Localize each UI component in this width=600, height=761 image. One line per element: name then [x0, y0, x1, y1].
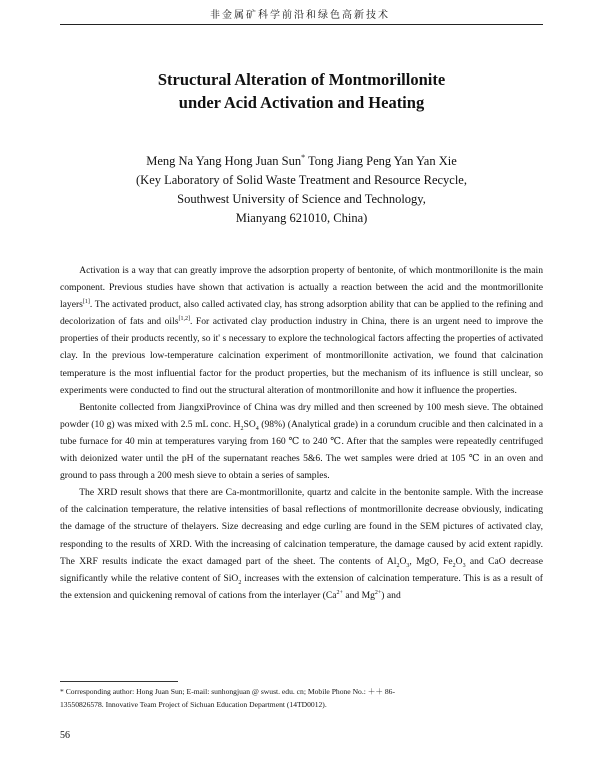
p2-text-a: Bentonite collected from JiangxiProvince of China was dry milled and then screened by 100 mesh sieve. The obtained powder (10 g) was mixed with 2.5 mL conc. H [60, 401, 543, 430]
p3-sub-5: 2 [238, 579, 242, 586]
p3-text-e: and CaO decrease significantly while the relative content of SiO [60, 555, 543, 584]
footnote-rule [60, 681, 178, 682]
author-block [60, 148, 543, 228]
page-number: 56 [60, 730, 70, 741]
citation-1-2: [1,2] [178, 316, 190, 323]
footnote [60, 686, 543, 711]
footnote-text-a: Corresponding author: Hong Juan Sun; E-mail: sunhongjuan @ swust. edu. cn; Mobile Phone No.: ＋＋ 86- [63, 687, 395, 696]
p3-text-b: O [399, 555, 407, 567]
affiliation-line-1: (Key Laboratory of Solid Waste Treatment and Resource Recycle, [136, 173, 467, 188]
p3-sub-1: 2 [396, 562, 400, 569]
p3-text-c: , MgO, Fe [409, 555, 453, 567]
title-line-1: Structural Alteration of Montmorillonite [157, 70, 446, 89]
affiliation-line-2: Southwest University of Science and Technology, [177, 192, 426, 207]
p1-text-a: Activation is a way that can greatly improve the adsorption property of bentonite, of which montmorillonite is the main component. Previous studies have shown that activation is actually a reaction between the acid and the montmorillonite layers [60, 265, 543, 311]
header-rule [60, 24, 543, 25]
p3-sub-2: 3 [406, 562, 410, 569]
footnote-line-1 [60, 686, 543, 699]
running-header: 非金属矿科学前沿和绿色高新技术 [210, 10, 390, 21]
p3-text-f: increases with the extension of calcination temperature. This is as a result of the extension and quickening removal of cations from the interlayer (Ca [60, 572, 543, 601]
p3-text-g: and Mg [342, 589, 375, 601]
paragraph-1 [60, 262, 543, 399]
p1-text-c: . For activated clay production industry in China, there is an urgent need to improve the properties of their products recently, so it' s necessary to explore the technological factors affecting the properties of activated clay. In the previous low-temperature calcination experiment of montmorillonite activation, we found that calcination temperature is the most influential factor for the product properties, but the mechanism of its influence is still unclear, so experiments were conducted to find out the structural alteration of montmorillonite and how it influence the properties. [60, 316, 543, 396]
p3-sup-2: 2+ [374, 589, 382, 596]
p3-sub-4: 3 [462, 562, 466, 569]
p3-text-a: The XRD result shows that there are Ca-montmorillonite, quartz and calcite in the bentonite sample. With the increase of the calcination temperature, the relative intensities of basal reflections of montmorillonite decrease obviously, indicating the damage of the structure of thelayers. Size decreasing and edge curling are found in the SEM pictures of activated clay, responding to the results of XRD. With the increasing of calcination temperature, the damage caused by acid extent rapidly. The XRF results indicate the exact damaged part of the sheet. The contents of Al [60, 487, 543, 567]
author-list [60, 148, 543, 171]
footnote-mark: * [60, 687, 64, 696]
p2-sub-2: 4 [255, 425, 259, 432]
paragraph-3 [60, 484, 543, 604]
paragraph-2 [60, 399, 543, 484]
p3-text-h: ) and [381, 589, 401, 601]
p1-text-b: . The activated product, also called activated clay, has strong adsorption ability that can be applied to the refining and decolorization of fats and oils [60, 299, 543, 328]
citation-1: [1] [82, 299, 90, 305]
p3-text-d: O [455, 555, 463, 567]
p2-sub-1: 2 [240, 425, 244, 432]
p3-sup-1: 2+ [336, 589, 343, 596]
article-title [60, 68, 543, 114]
body-text [60, 262, 543, 604]
title-line-2: under Acid Activation and Heating [178, 93, 425, 112]
authors-first: Meng Na Yang Hong Juan Sun [146, 154, 302, 169]
p3-sub-3: 2 [452, 562, 456, 569]
affiliation-line-3: Mianyang 621010, China) [235, 211, 368, 226]
p2-text-c: (98%) (Analytical grade) in a corundum crucible and then calcinated in a tube furnace for 40 min at temperatures varying from 160 ℃ to 240 ℃. After that the samples were repeatedly centrifuged with deionized water until the pH of the supernatant reaches 5&6. The wet samples were dried at 105 ℃ in an oven and ground to pass through a 200 mesh sieve to obtain a series of samples. [60, 418, 543, 482]
p2-text-b: SO [243, 418, 256, 430]
authors-rest: Tong Jiang Peng Yan Yan Xie [305, 154, 457, 169]
footnote-line-2: 13550826578. Innovative Team Project of Sichuan Education Department (14TD0012). [60, 699, 327, 709]
corresponding-mark: * [301, 153, 306, 162]
